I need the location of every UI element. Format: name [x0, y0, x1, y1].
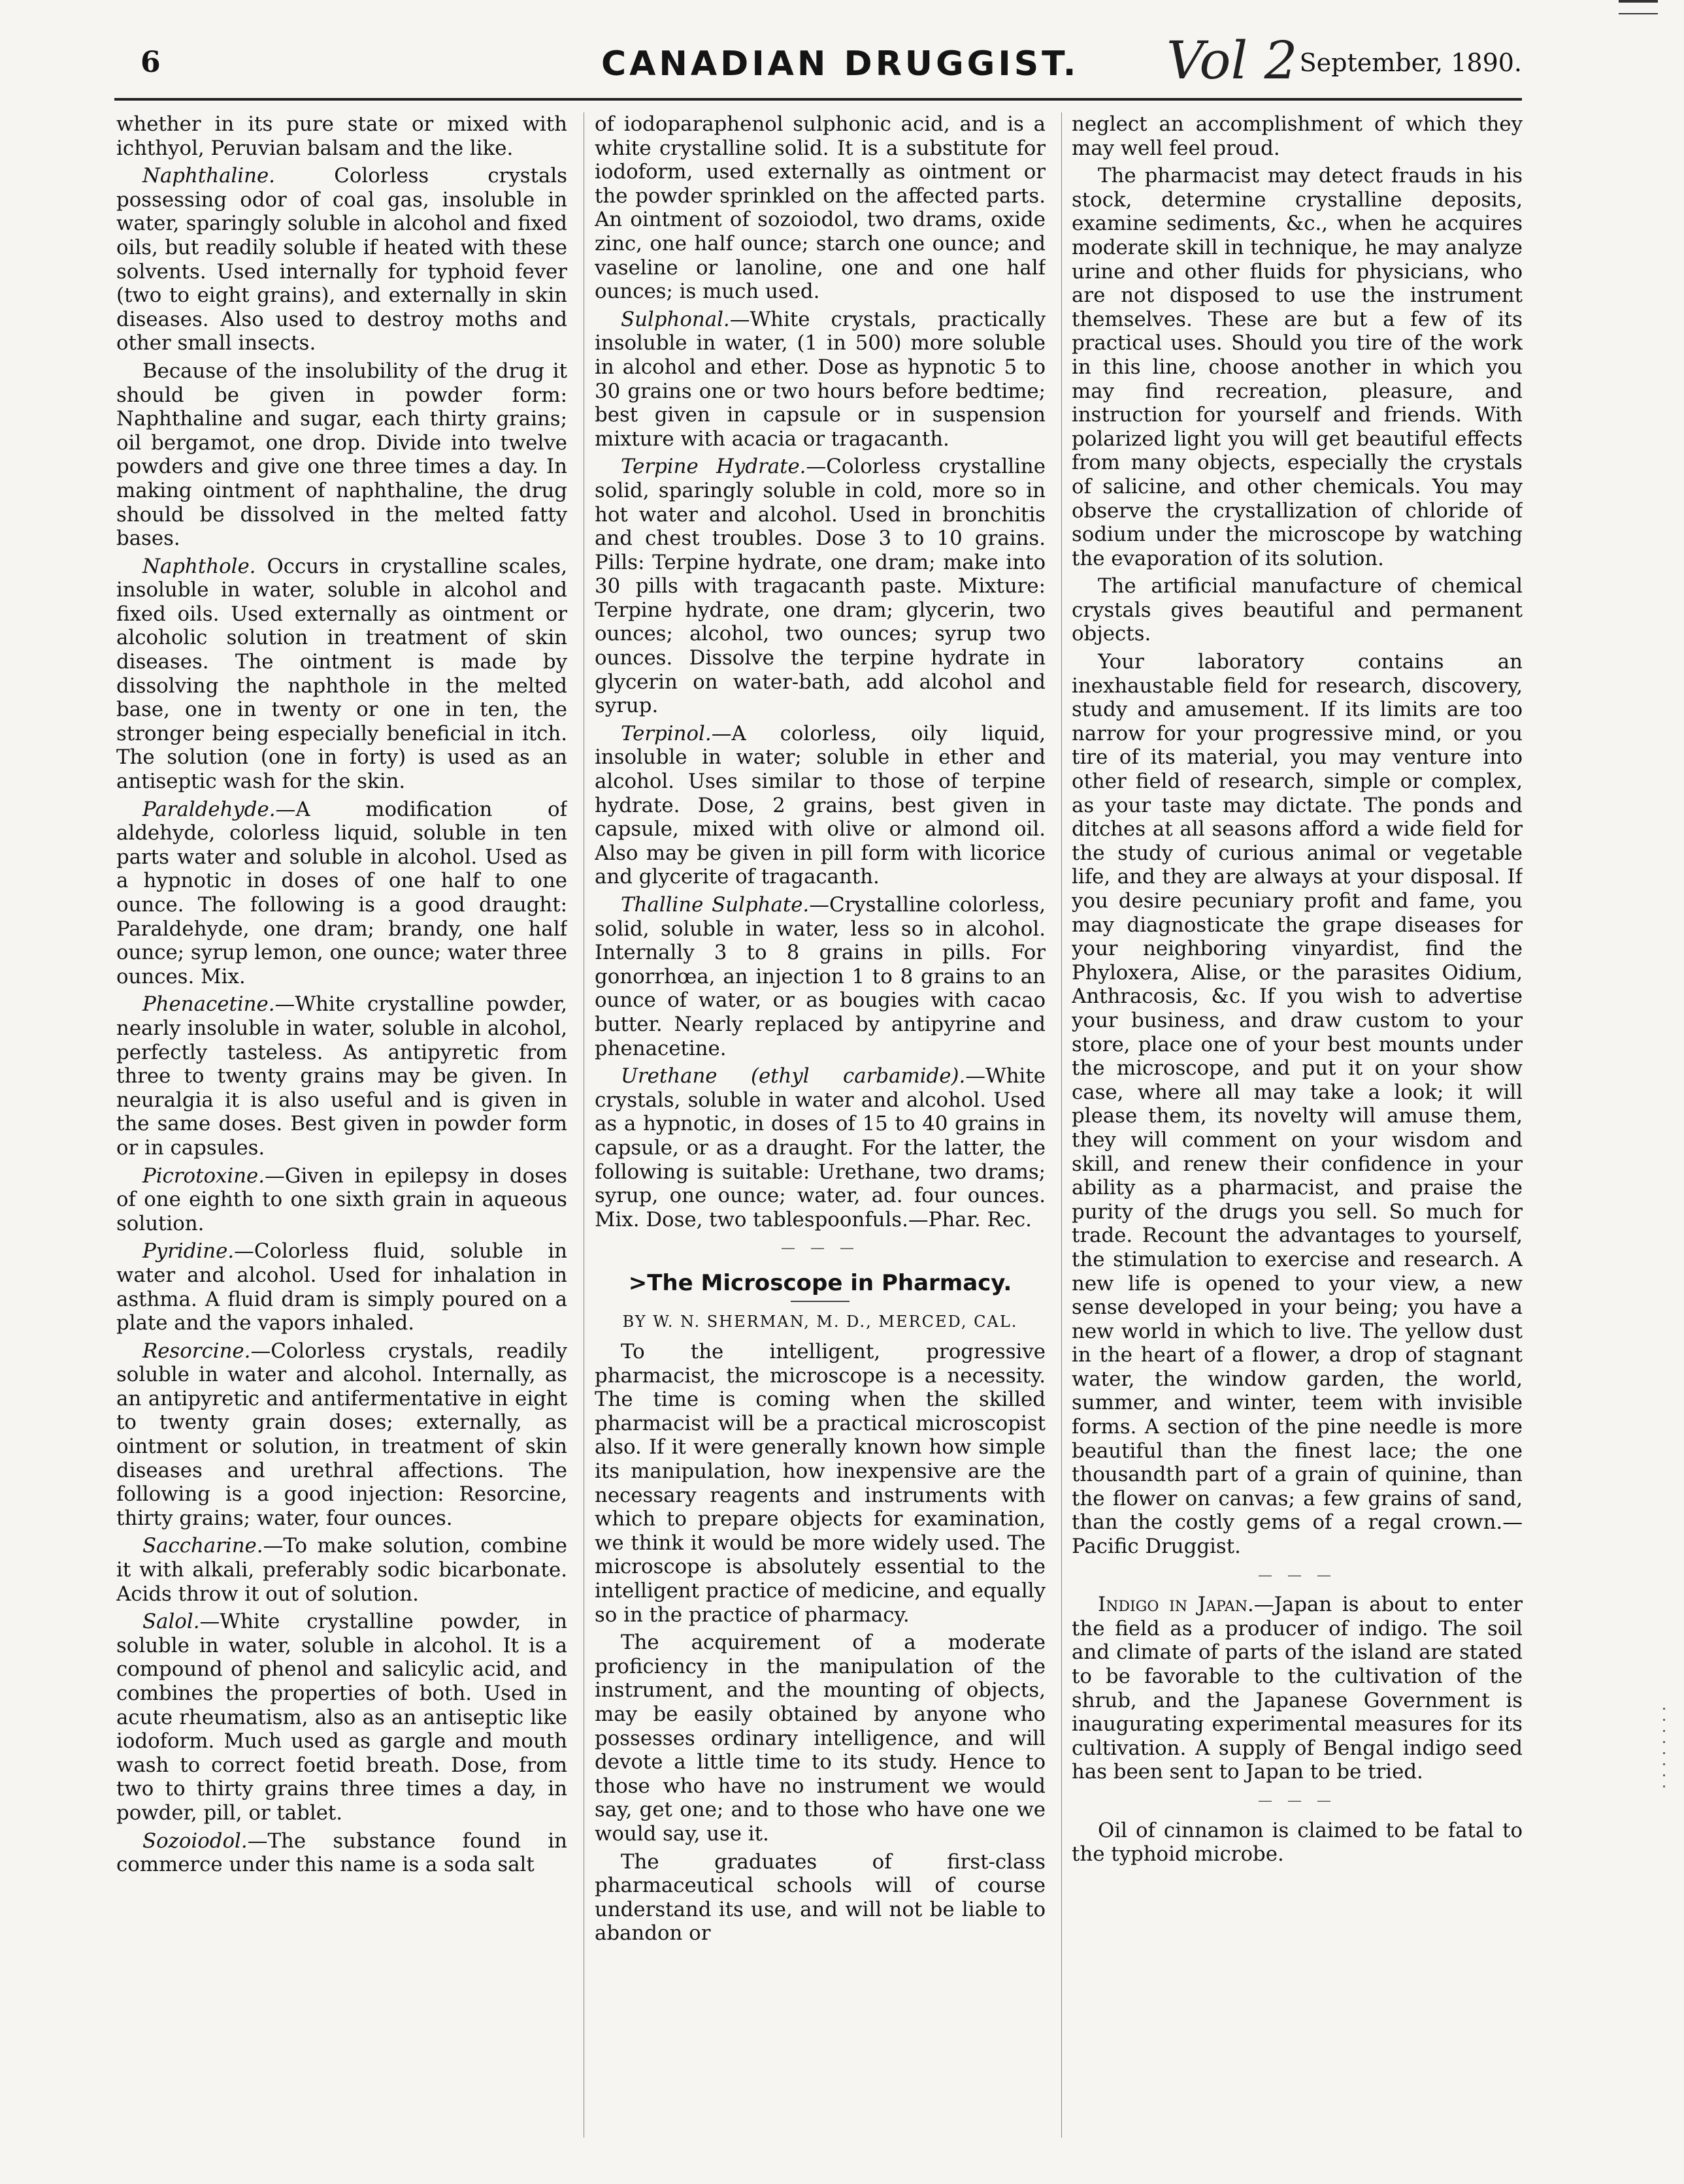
news-item-cinnamon: Oil of cinnamon is claimed to be fatal to the typhoid microbe.	[1072, 1818, 1523, 1866]
paragraph	[116, 1829, 567, 1877]
edge-scan-mark	[1619, 0, 1658, 3]
news-item-lead: Indigo in Japan.	[1098, 1593, 1254, 1617]
drug-term: Saccharine.	[142, 1534, 263, 1558]
paragraph	[116, 359, 567, 551]
paragraph	[116, 1339, 567, 1531]
paragraph-text: —The substance found in commerce under this name is a soda salt	[116, 1829, 567, 1877]
title-rule	[791, 1301, 850, 1302]
paragraph-text: Because of the insolubility of the drug it should be given in powder form: Naphthaline and sugar, each thirty grains; oil bergamot, one drop. Divide into twelve powders and give one three times a day. In making ointment of naphthaline, the drug should be dissolved in the melted fatty bases.	[116, 359, 567, 551]
drug-term: Salol.	[142, 1610, 200, 1634]
drug-term: Resorcine.	[142, 1339, 251, 1363]
margin-scan-noise	[1658, 1699, 1677, 2169]
page-header	[114, 30, 1522, 91]
section-separator: — — —	[781, 1240, 859, 1257]
paragraph-text: —A modification of aldehyde, colorless liquid, soluble in ten parts water and soluble in alcohol. Used as a hypnotic in doses of one half to one ounce. The following is a good draught: Paraldehyde, one dram; brandy, one half ounce; syrup lemon, one ounce; water three ounces. Mix.	[116, 797, 567, 988]
paragraph	[116, 1239, 567, 1335]
dateline: September, 1890.	[1299, 48, 1522, 77]
drug-term: Naphthaline.	[142, 164, 275, 188]
article-title: >The Microscope in Pharmacy.	[628, 1269, 1012, 1296]
paragraph-text: —Colorless crystals, readily soluble in water and alcohol. Internally, as an antipyretic and antifermentative in eight to twenty grain doses; externally, as ointment or solution, in treatment of skin diseases and urethral affections. The following is a good injection: Resorcine, thirty grains; water, four ounces.	[116, 1339, 567, 1530]
column-divider	[1061, 112, 1062, 2138]
paragraph-text: —White crystalline powder, nearly insoluble in water, soluble in alcohol, perfectly tasteless. As antipyretic from three to twenty grains may be given. In neuralgia it is also useful and is given in the same doses. Best given in powder form or in capsules.	[116, 992, 567, 1160]
paragraph	[595, 722, 1046, 889]
section-separator: — — —	[1258, 1792, 1336, 1809]
column-1	[116, 112, 567, 2158]
drug-term: Paraldehyde.	[142, 797, 276, 821]
masthead: CANADIAN DRUGGIST.	[601, 44, 1080, 84]
paragraph-text: —Given in epilepsy in doses of one eighth to one sixth grain in aqueous solution.	[116, 1164, 567, 1235]
paragraph	[595, 1064, 1046, 1231]
drug-term: Phenacetine.	[142, 992, 275, 1017]
paragraph-text: Your laboratory contains an inexhaustable field for research, discovery, study and amusement. If its limits are too narrow for your progressive mind, or you tire of its material, you may venture into other field of research, simple or complex, as your taste may dictate. The ponds and ditches at all seasons afford a wide field for the study of curious animal or vegetable life, and they are always at your disposal. If you desire pecuniary profit and fame, you may diagnosticate the grape diseases for your neighboring vinyardist, find the Phyloxera, Alise, or the parasites Oidium, Anthracosis, &c. If you wish to advertise your business, and draw custom to your store, place one of your best mounts under the microscope, and put it on your show case, where all may take a look; it will please them, its novelty will amuse them, they will comment on your wisdom and skill, and renew their confidence in your ability as a pharmacist, and praise the purity of the drugs you sell. So much for trade. Recount the advantages to yourself, the stimulation to exercise and research. A new life is opened to your view, a new sense developed in your being; you have a new world in which to live. The yellow dust in the heart of a flower, a drop of stagnant water, the window garden, the world, summer, and winter, teem with invisible forms. A section of the pine needle is more beautiful than the finest lace; the one thousandth part of a grain of quinine, than the flower on canvas; a few grains of sand, than the costly gems of a regal crown.—Pacific Druggist.	[1072, 650, 1523, 1559]
paragraph-text: of iodoparaphenol sulphonic acid, and is a white crystalline solid. It is a substitute for iodoform, used externally as ointment or the powder sprinkled on the affected parts. An ointment of sozoiodol, two drams, oxide zinc, one half ounce; starch one ounce; and vaseline or lanoline, one and one half ounces; is much used.	[595, 112, 1046, 304]
news-item-text: —Japan is about to enter the field as a producer of indigo. The soil and climate of parts of the island are stated to be favorable to the cultivation of the shrub, and the Japanese Government is inaugurating experimental measures for its cultivation. A supply of Bengal indigo seed has been sent to Japan to be tried.	[1072, 1593, 1523, 1784]
paragraph	[116, 992, 567, 1160]
drug-term: Sozoiodol.	[142, 1829, 248, 1853]
drug-term: Terpine Hydrate.	[621, 455, 806, 479]
paragraph-text: whether in its pure state or mixed with ichthyol, Peruvian balsam and the like.	[116, 112, 567, 160]
paragraph	[116, 555, 567, 794]
paragraph	[1072, 574, 1523, 646]
drug-term: Picrotoxine.	[142, 1164, 265, 1188]
paragraph-text: The artificial manufacture of chemical crystals gives beautiful and permanent objects.	[1072, 574, 1523, 646]
column-2	[595, 112, 1046, 2158]
paragraph	[116, 798, 567, 989]
paragraph	[595, 112, 1046, 304]
edge-scan-mark	[1619, 13, 1658, 14]
paragraph	[595, 308, 1046, 451]
paragraph-text: The pharmacist may detect frauds in his stock, determine crystalline deposits, examine sediments, &c., when he acquires moderate skill in technique, he may analyze urine and other fluids for physicians, who are not disposed to use the instrument themselves. These are but a few of its practical uses. Should you tire of the work in this line, choose another in which you may find recreation, pleasure, and instruction for yourself and friends. With polarized light you will get beautiful effects from many objects, especially the crystals of salicine, and other chemicals. You may observe the crystallization of chloride of sodium under the microscope by watching the evaporation of its solution.	[1072, 164, 1523, 570]
paragraph	[116, 164, 567, 355]
article-paragraph: The graduates of first-class pharmaceutical schools will of course understand its use, and will not be liable to abandon or	[595, 1850, 1046, 1946]
paragraph-text: —White crystals, practically insoluble in water, (1 in 500) more soluble in alcohol and ether. Dose as hypnotic 5 to 30 grains one or two hours before bedtime; best given in capsule or in suspension mixture with acacia or tragacanth.	[595, 307, 1046, 451]
paragraph	[116, 1164, 567, 1236]
article-paragraph: The acquirement of a moderate proficiency in the manipulation of the instrument, and the mounting of objects, may be easily obtained by anyone who possesses ordinary intelligence, and will devote a little time to its study. Hence to those who have no instrument we would say, get one; and to those who have one we would say, use it.	[595, 1631, 1046, 1846]
paragraph-text: Occurs in crystalline scales, insoluble in water, soluble in alcohol and fixed oils. Used externally as ointment or alcoholic solution in treatment of skin diseases. The ointment is made by dissolving the naphthole in the melted base, one in twenty or one in ten, the stronger being especially beneficial in itch. The solution (one in forty) is used as an antiseptic wash for the skin.	[116, 554, 567, 794]
paragraph	[1072, 164, 1523, 570]
paragraph	[1072, 650, 1523, 1559]
article-paragraph: To the intelligent, progressive pharmacist, the microscope is a necessity. The time is coming when the skilled pharmacist will be a practical microscopist also. If it were generally known how simple its manipulation, how inexpensive are the necessary reagents and instruments with which to prepare objects for examination, we think it would be more widely used. The microscope is absolutely essential to the intelligent practice of medicine, and equally so in the practice of pharmacy.	[595, 1340, 1046, 1627]
paragraph	[116, 112, 567, 160]
paragraph-text: Colorless crystals possessing odor of coal gas, insoluble in water, sparingly soluble in alcohol and fixed oils, but readily soluble if heated with these solvents. Used internally for typhoid fever (two to eight grains), and externally in skin diseases. Also used to destroy moths and other small insects.	[116, 164, 567, 355]
paragraph-text: —White crystalline powder, in soluble in water, soluble in alcohol. It is a compound of phenol and salicylic acid, and combines the properties of both. Used in acute rheumatism, also as an antiseptic like iodoform. Much used as gargle and mouth wash to correct foetid breath. Dose, from two to thirty grains three times a day, in powder, pill, or tablet.	[116, 1610, 567, 1825]
section-separator: — — —	[1258, 1567, 1336, 1584]
paragraph	[1072, 112, 1523, 160]
paragraph-text: —To make solution, combine it with alkali, preferably sodic bicarbonate. Acids throw it out of solution.	[116, 1534, 567, 1606]
paragraph	[116, 1610, 567, 1825]
drug-term: Urethane (ethyl carbamide).	[621, 1064, 966, 1088]
page-number: 6	[140, 46, 161, 79]
paragraph-text: —Colorless fluid, soluble in water and alcohol. Used for inhalation in asthma. A fluid dram is simply poured on a plate and the vapors inhaled.	[116, 1239, 567, 1335]
drug-term: Naphthole.	[142, 554, 256, 578]
drug-term: Thalline Sulphate.	[621, 893, 810, 917]
news-item-indigo	[1072, 1593, 1523, 1784]
drug-term: Pyridine.	[142, 1239, 235, 1263]
handwritten-note: Vol 2	[1166, 30, 1298, 91]
paragraph-text: —White crystals, soluble in water and alcohol. Used as a hypnotic, in doses of 15 to 40 grains in capsule, or as a draught. For the latter, the following is suitable: Urethane, two drams; syrup, one ounce; water, ad. four ounces. Mix. Dose, two tablespoonfuls.—Phar. Rec.	[595, 1064, 1046, 1231]
paragraph	[116, 1534, 567, 1606]
drug-term: Terpinol.	[621, 721, 712, 745]
article-byline: BY W. N. SHERMAN, M. D., MERCED, CAL.	[622, 1312, 1018, 1331]
header-rule	[114, 98, 1522, 101]
paragraph-text: —Crystalline colorless, solid, soluble in water, less so in alcohol. Internally 3 to 8 grains in pills. For gonorrhœa, an injection 1 to 8 grains to an ounce of water, or as bougies with cacao butter. Nearly replaced by antipyrine and phenacetine.	[595, 893, 1046, 1060]
paragraph-text: —A colorless, oily liquid, insoluble in water; soluble in ether and alcohol. Uses similar to those of terpine hydrate. Dose, 2 grains, best given in capsule, mixed with olive or almond oil. Also may be given in pill form with licorice and glycerite of tragacanth.	[595, 721, 1046, 889]
paragraph	[595, 893, 1046, 1060]
column-3	[1072, 112, 1523, 2158]
drug-term: Sulphonal.	[621, 307, 730, 331]
paragraph	[595, 455, 1046, 718]
paragraph-text: —Colorless crystalline solid, sparingly soluble in cold, more so in hot water and alcohol. Used in bronchitis and chest troubles. Dose 3 to 10 grains. Pills: Terpine hydrate, one dram; make into 30 pills with tragacanth paste. Mixture: Terpine hydrate, one dram; glycerin, two ounces; alcohol, two ounces; syrup two ounces. Dissolve the terpine hydrate in glycerin on water-bath, add alcohol and syrup.	[595, 455, 1046, 718]
paragraph-text: neglect an accomplishment of which they may well feel proud.	[1072, 112, 1523, 160]
